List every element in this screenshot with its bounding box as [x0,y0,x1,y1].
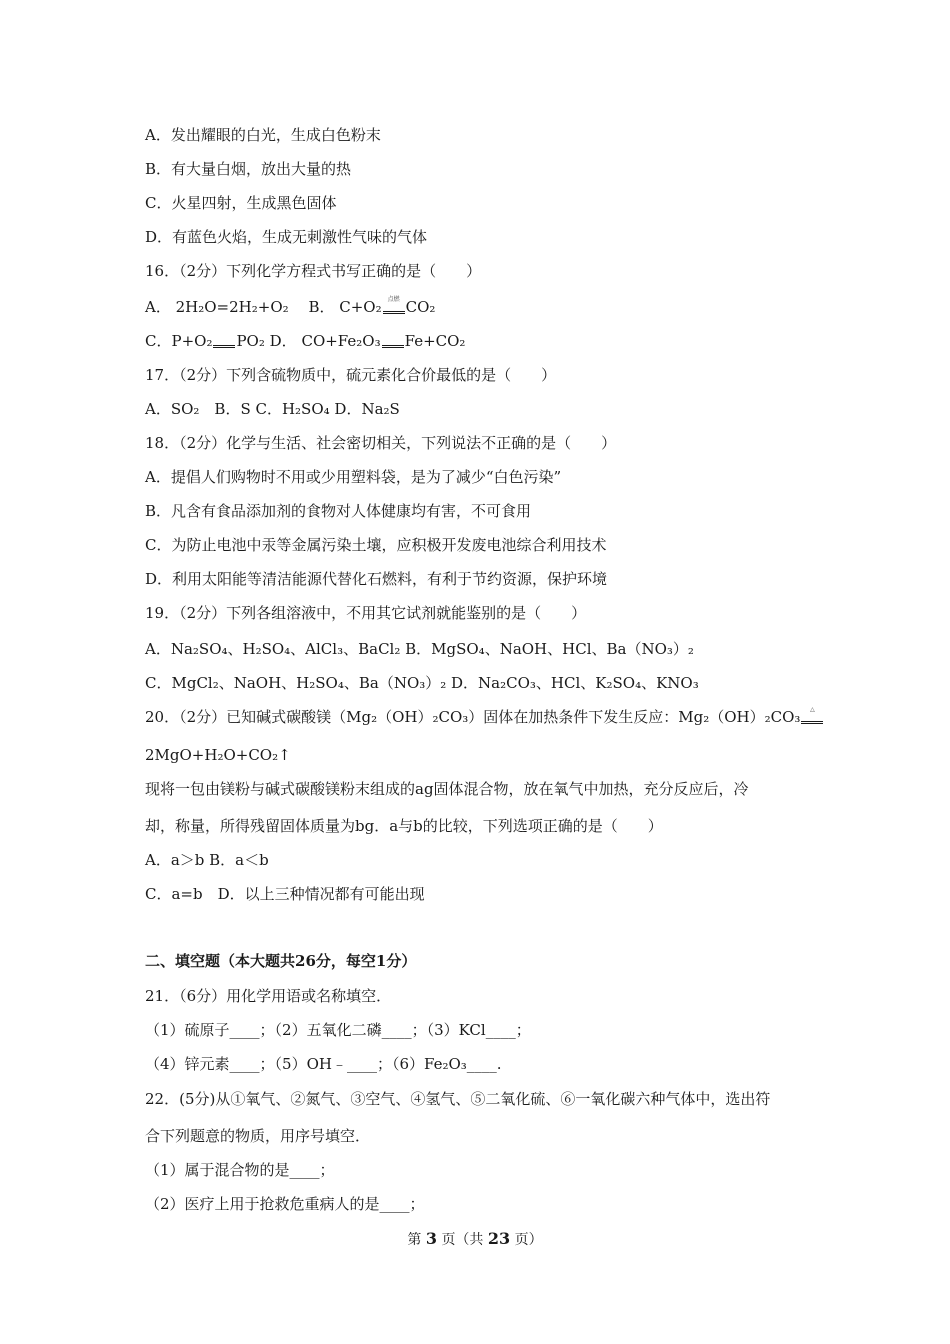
q19-stem: 19．（2分）下列各组溶液中，不用其它试剂就能鉴别的是（ ） [145,604,587,622]
q16-options-cd [145,330,465,352]
q18-stem: 18．（2分）化学与生活、社会密切相关，下列说法不正确的是（ ） [145,434,617,452]
q22-stem-line1: 22．(5分)从①氧气、②氮气、③空气、④氢气、⑤二氧化硫、⑥一氧化碳六种气体中，选出符 [145,1090,771,1108]
q22-item2: （2）医疗上用于抢救危重病人的是____； [145,1195,425,1213]
q22-stem-line2: 合下列题意的物质，用序号填空． [145,1127,371,1145]
q20-condition [800,706,824,728]
footer-page-number: 3 [425,1229,437,1248]
q16-d-left: CO+Fe₂O₃ [301,332,381,350]
q17-stem: 17．（2分）下列含硫物质中，硫元素化合价最低的是（ ） [145,366,557,384]
equals-sign [382,336,404,348]
q20-stem-line3: 现将一包由镁粉与碱式碳酸镁粉末组成的ag固体混合物，放在氧气中加热，充分反应后，冷 [145,780,749,798]
q20-stem-text: 20．（2分）已知碱式碳酸镁（Mg₂（OH）₂CO₃）固体在加热条件下发生反应：Mg₂（OH）₂CO₃ [145,708,801,726]
section-heading: 二、填空题（本大题共26分，每空1分） [145,952,417,970]
q21-line1: （1）硫原子____；（2）五氧化二磷____；（3）KCl____； [145,1021,531,1039]
q21-line2: （4）锌元素____；（5）OH﹣____；（6）Fe₂O₃____. [145,1055,502,1073]
q16-stem: 16．（2分）下列化学方程式书写正确的是（ ） [145,262,482,280]
q17-options: A．SO₂ B．S C．H₂SO₄ D．Na₂S [145,400,400,418]
q15-option-b: B．有大量白烟，放出大量的热 [145,160,352,178]
q16-b-label: B． [308,298,335,316]
q20-stem-line4: 却，称量，所得残留固体质量为bg．a与b的比较，下列选项正确的是（ ） [145,817,663,835]
q20-stem-line1 [145,706,824,728]
page-footer [0,1228,950,1251]
q20-options-ab: A．a＞b B．a＜b [145,851,269,869]
footer-suffix: 页） [514,1232,543,1248]
q15-option-c: C．火星四射，生成黑色固体 [145,194,337,212]
q16-d-right: Fe+CO₂ [404,332,466,350]
q22-item1: （1）属于混合物的是____； [145,1161,335,1179]
q16-c-left: P+O₂ [171,332,213,350]
q16-c-label: C． [145,332,172,350]
q16-d-label: D． [269,332,297,350]
footer-prefix: 第 [407,1232,422,1248]
q18-option-c: C．为防止电池中汞等金属污染土壤，应积极开发废电池综合利用技术 [145,536,607,554]
q18-option-d: D．利用太阳能等清洁能源代替化石燃料，有利于节约资源，保护环境 [145,570,608,588]
q16-b-condition [382,296,406,318]
equals-sign [213,336,235,348]
q18-option-a: A．提倡人们购物时不用或少用塑料袋，是为了减少“白色污染” [145,468,562,486]
q16-b-condition-text: 点燃 [387,296,400,303]
q20-stem-line2: 2MgO+H₂O+CO₂↑ [145,746,291,764]
q15-option-d: D．有蓝色火焰，生成无刺激性气味的气体 [145,228,428,246]
q16-c-right: PO₂ [236,332,265,350]
footer-total-pages: 23 [487,1229,511,1248]
q21-stem: 21．（6分）用化学用语或名称填空． [145,987,392,1005]
q16-b-left: C+O₂ [339,298,382,316]
q16-a-equation: 2H₂O=2H₂+O₂ [175,298,289,316]
q15-option-a: A．发出耀眼的白光，生成白色粉末 [145,126,381,144]
q20-condition-text: △ [810,706,815,713]
q20-options-cd: C．a=b D．以上三种情况都有可能出现 [145,885,425,903]
q16-a-label: A． [145,298,171,316]
q19-options-cd: C．MgCl₂、NaOH、H₂SO₄、Ba（NO₃）₂ D．Na₂CO₃、HCl、K₂SO₄、KNO₃ [145,674,699,692]
q19-options-ab: A．Na₂SO₄、H₂SO₄、AlCl₃、BaCl₂ B．MgSO₄、NaOH、HCl、Ba（NO₃）₂ [145,640,694,658]
q16-b-right: CO₂ [405,298,436,316]
q16-options-ab [145,296,435,318]
footer-mid: 页（共 [441,1232,484,1248]
q18-option-b: B．凡含有食品添加剂的食物对人体健康均有害，不可食用 [145,502,532,520]
